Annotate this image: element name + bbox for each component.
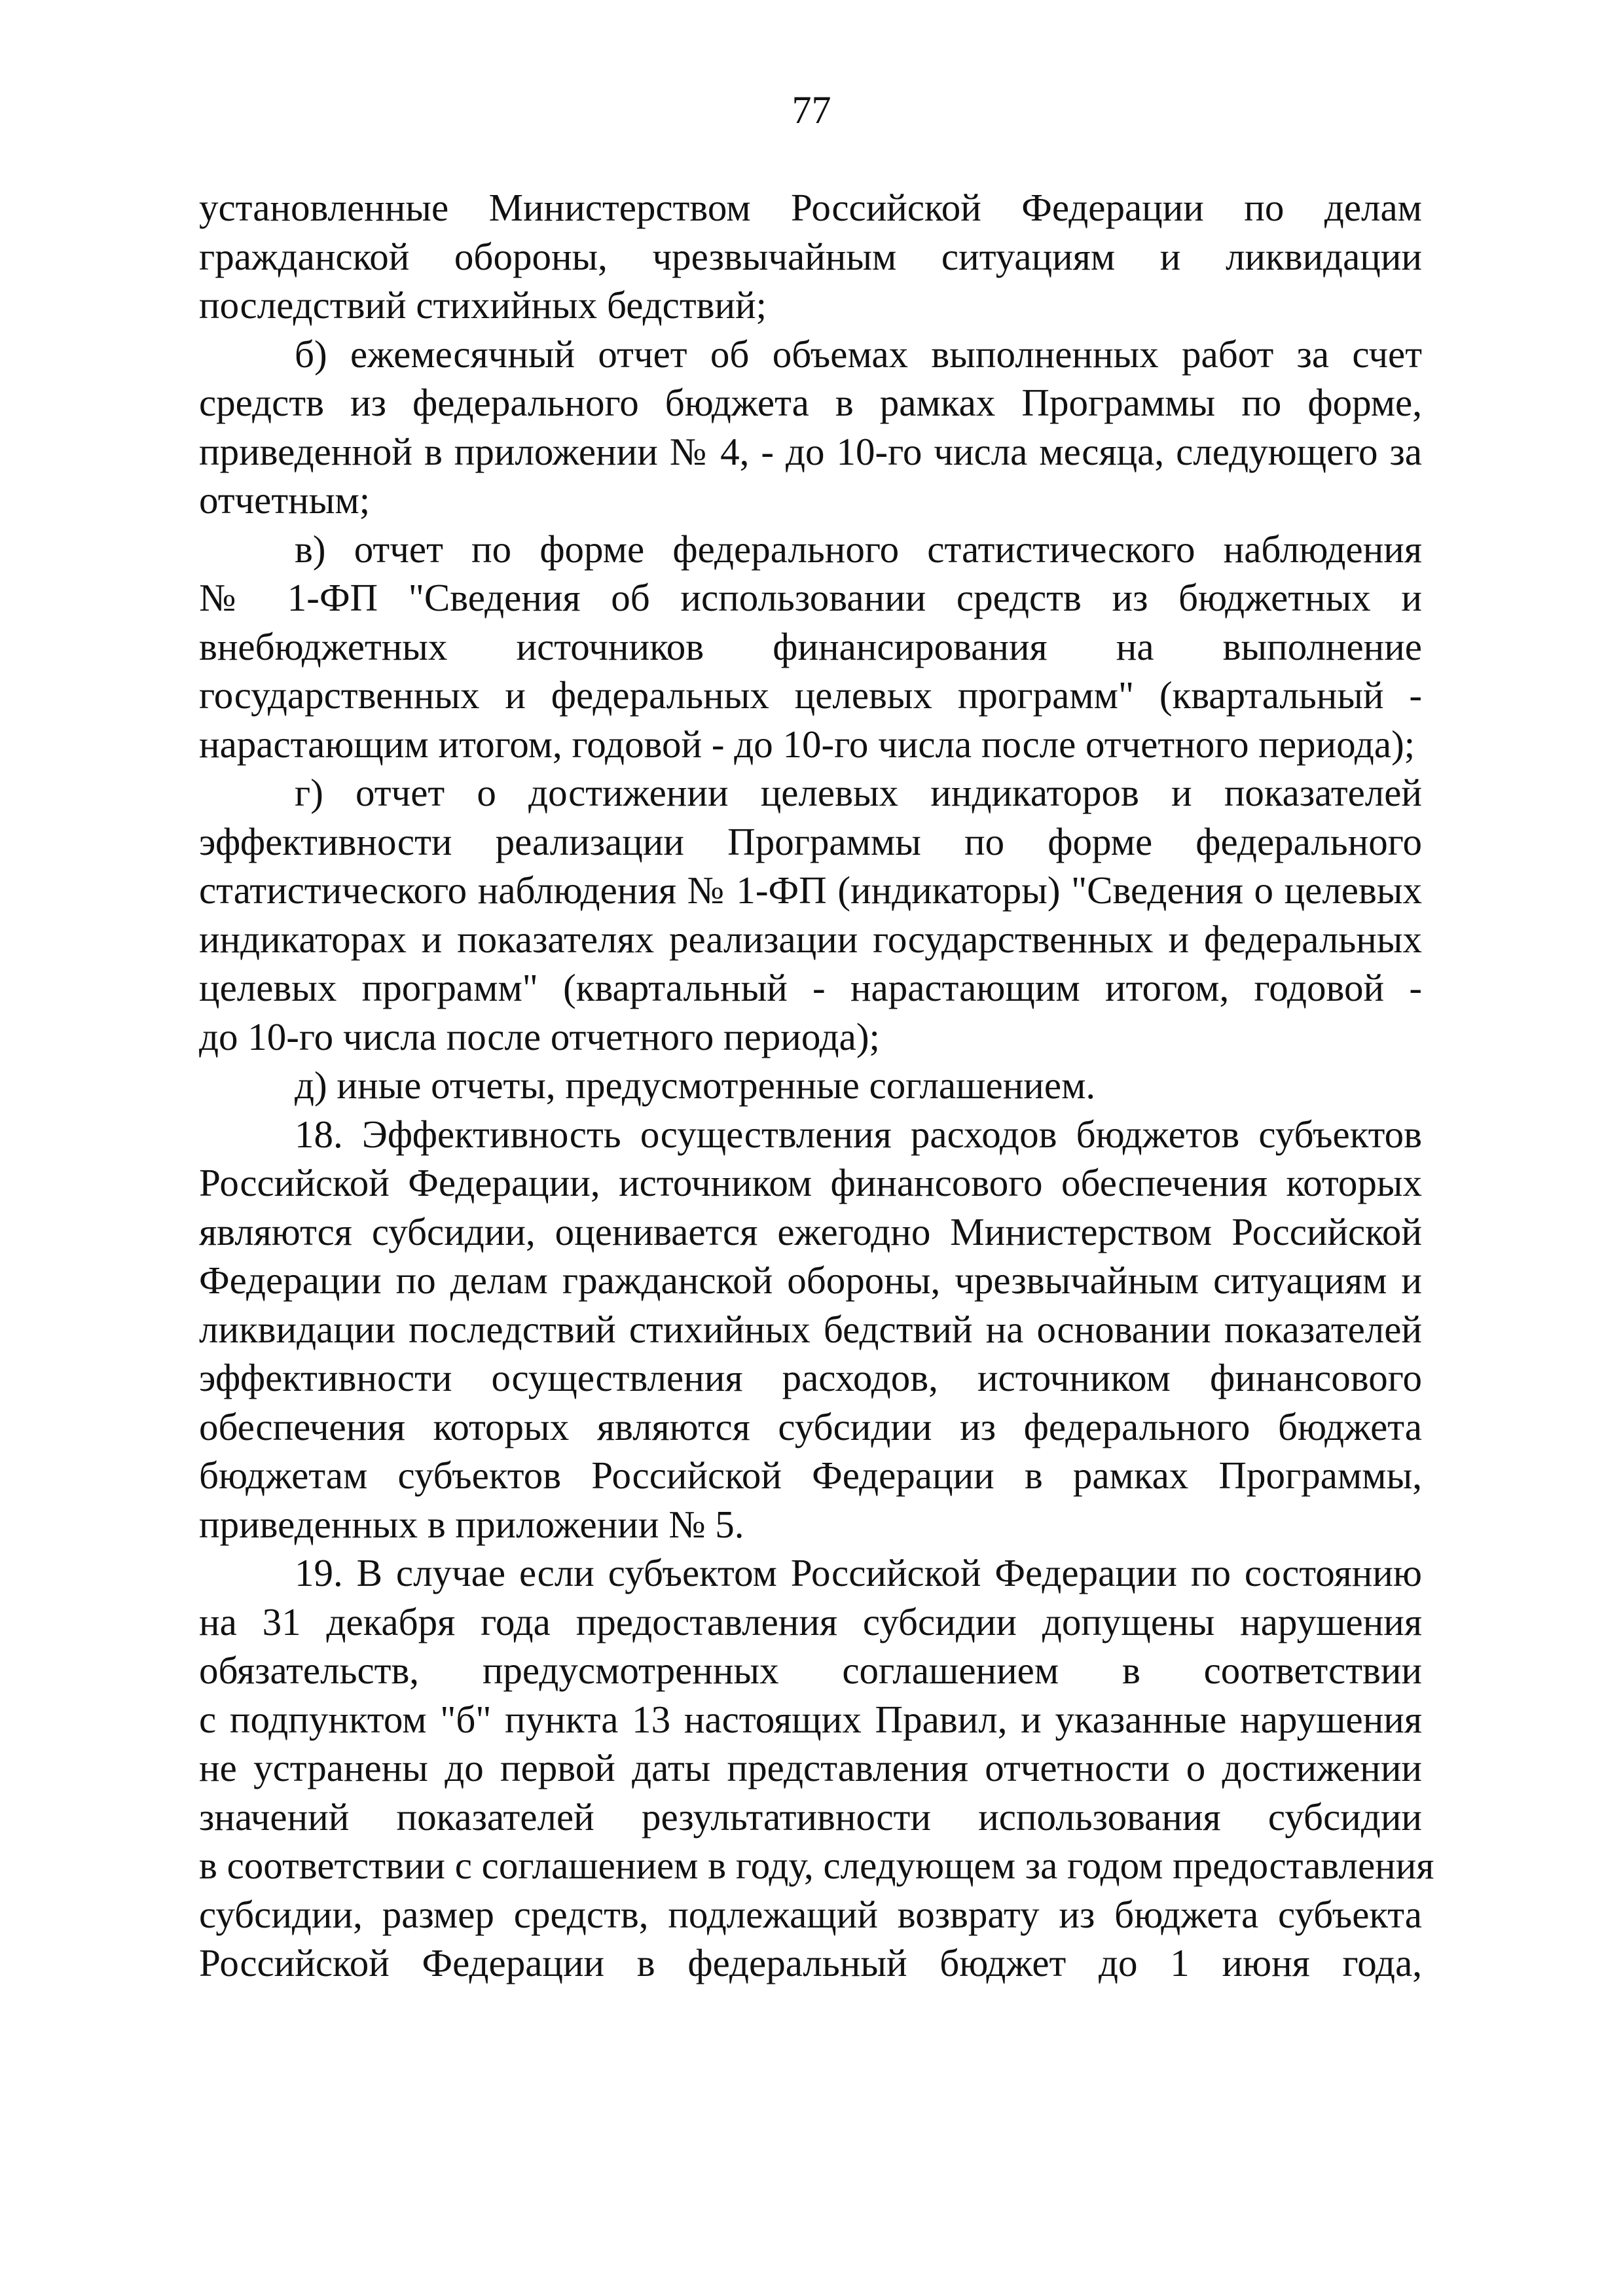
paragraph [199, 1110, 1422, 1549]
text-line: значений показателей результативности использования субсидии [199, 1795, 1422, 1839]
text-line: государственных и федеральных целевых программ" (квартальный - [199, 673, 1422, 717]
text-line: эффективности реализации Программы по форме федерального [199, 819, 1422, 863]
text-line: д) иные отчеты, предусмотренные соглашением. [295, 1064, 1096, 1107]
document-body [199, 183, 1434, 1988]
text-line: № 1-ФП "Сведения об использовании средств из бюджетных и [199, 576, 1422, 619]
text-line: б) ежемесячный отчет об объемах выполненных работ за счет [295, 332, 1422, 376]
text-line: приведенных в приложении № 5. [199, 1502, 744, 1546]
text-line: г) отчет о достижении целевых индикаторов и показателей [295, 771, 1422, 814]
text-line: гражданской обороны, чрезвычайным ситуациям и ликвидации [199, 234, 1422, 278]
text-line: являются субсидии, оценивается ежегодно Министерством Российской [199, 1210, 1422, 1253]
text-line: Российской Федерации в федеральный бюджет до 1 июня года, [199, 1941, 1422, 1984]
text-line: обязательств, предусмотренных соглашением в соответствии [199, 1649, 1422, 1692]
text-line: эффективности осуществления расходов, источником финансового [199, 1356, 1422, 1399]
paragraph [199, 330, 1422, 525]
text-line: не устранены до первой даты представления отчетности о достижении [199, 1746, 1422, 1789]
text-line: с подпунктом "б" пункта 13 настоящих Правил, и указанные нарушения [199, 1697, 1422, 1741]
text-line: обеспечения которых являются субсидии из федерального бюджета [199, 1405, 1422, 1448]
text-line: бюджетам субъектов Российской Федерации в рамках Программы, [199, 1454, 1422, 1497]
page-number: 77 [792, 88, 831, 132]
text-line: в соответствии с соглашением в году, следующем за годом предоставления [199, 1844, 1434, 1887]
text-line: до 10-го числа после отчетного периода); [199, 1014, 880, 1058]
text-line: в) отчет по форме федерального статистического наблюдения [295, 527, 1422, 571]
text-line: Российской Федерации, источником финансового обеспечения которых [199, 1161, 1422, 1204]
paragraph [199, 1549, 1434, 1988]
text-line: статистического наблюдения № 1-ФП (индикаторы) "Сведения о целевых [199, 869, 1422, 912]
paragraph [199, 183, 1422, 330]
text-line: субсидии, размер средств, подлежащий возврату из бюджета субъекта [199, 1892, 1422, 1936]
text-line: 19. В случае если субъектом Российской Федерации по состоянию [295, 1551, 1422, 1594]
text-line: отчетным; [199, 478, 371, 522]
paragraph [199, 768, 1422, 1061]
text-line: последствий стихийных бедствий; [199, 283, 767, 327]
text-line: установленные Министерством Российской Федерации по делам [199, 186, 1422, 229]
text-line: внебюджетных источников финансирования на выполнение [199, 624, 1422, 668]
text-line: на 31 декабря года предоставления субсидии допущены нарушения [199, 1600, 1422, 1643]
text-line: ликвидации последствий стихийных бедствий на основании показателей [199, 1307, 1422, 1351]
text-line: целевых программ" (квартальный - нарастающим итогом, годовой - [199, 966, 1422, 1009]
text-line: индикаторах и показателях реализации государственных и федеральных [199, 917, 1422, 961]
paragraph [199, 525, 1422, 769]
text-line: приведенной в приложении № 4, - до 10-го числа месяца, следующего за [199, 429, 1422, 473]
text-line: Федерации по делам гражданской обороны, чрезвычайным ситуациям и [199, 1259, 1422, 1302]
paragraph [199, 1061, 1422, 1110]
text-line: нарастающим итогом, годовой - до 10-го числа после отчетного периода); [199, 722, 1415, 766]
text-line: 18. Эффективность осуществления расходов бюджетов субъектов [295, 1112, 1422, 1156]
text-line: средств из федерального бюджета в рамках Программы по форме, [199, 381, 1422, 424]
